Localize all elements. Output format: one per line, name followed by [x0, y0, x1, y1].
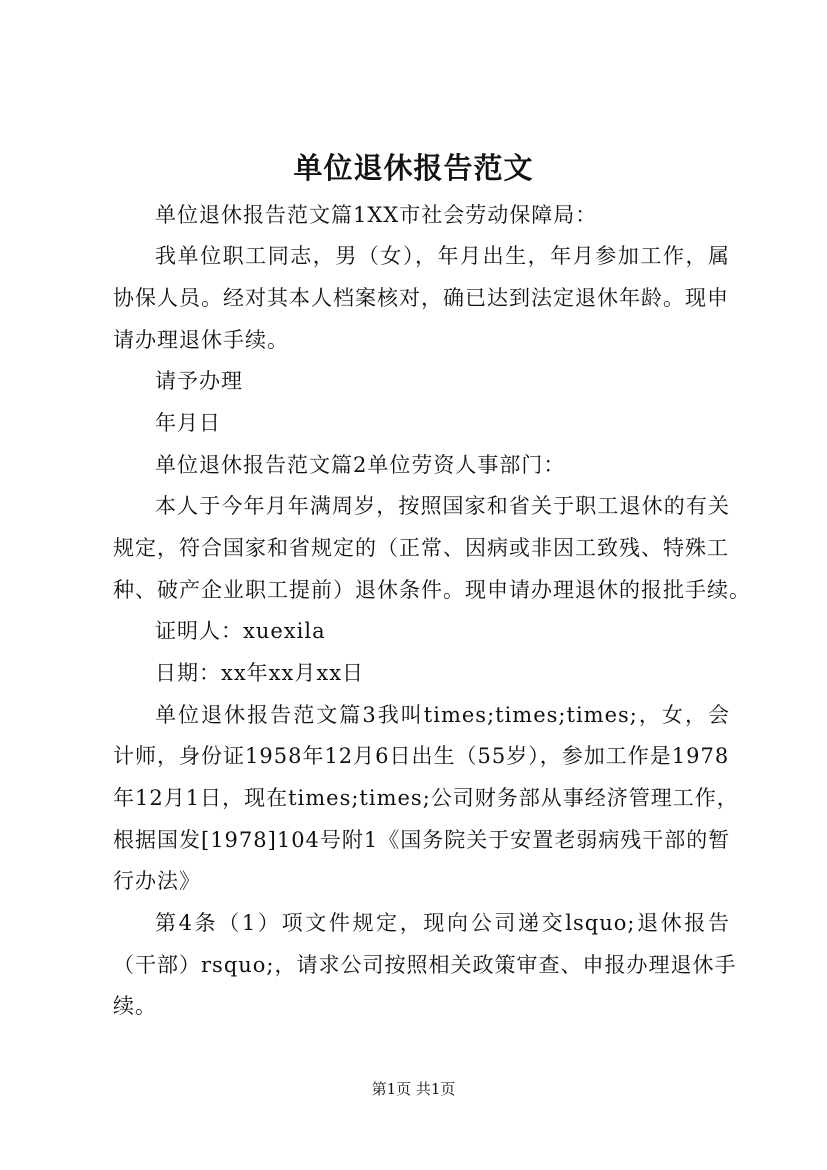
paragraph-line: 单位退休报告范文篇2单位劳资人事部门： — [155, 453, 566, 477]
paragraph-line: 日期：xx年xx月xx日 — [155, 661, 365, 685]
paragraph-line: 计师，身份证1958年12月6日出生（55岁），参加工作是1978 — [113, 744, 730, 768]
paragraph-line: 续。 — [113, 994, 157, 1018]
paragraph-line: 协保人员。经对其本人档案核对，确已达到法定退休年龄。现申 — [113, 286, 729, 310]
paragraph-line: 请办理退休手续。 — [113, 328, 289, 352]
page-number-footer: 第1页 共1页 — [371, 1080, 456, 1098]
paragraph-line: 请予办理 — [155, 369, 243, 393]
paragraph-line: 证明人：xuexila — [155, 619, 326, 643]
paragraph-line: 根据国发[1978]104号附1《国务院关于安置老弱病残干部的暂 — [113, 828, 731, 852]
paragraph-line: 我单位职工同志，男（女），年月出生，年月参加工作，属 — [155, 244, 730, 268]
paragraph-line: 本人于今年月年满周岁，按照国家和省关于职工退休的有关 — [155, 494, 730, 518]
paragraph-line: 规定，符合国家和省规定的（正常、因病或非因工致残、特殊工 — [113, 536, 729, 560]
paragraph-line: 种、破产企业职工提前）退休条件。现申请办理退休的报批手续。 — [113, 578, 751, 602]
paragraph-line: （干部）rsquo;，请求公司按照相关政策审查、申报办理退休手 — [113, 953, 737, 977]
document-title: 单位退休报告范文 — [293, 151, 534, 185]
paragraph-line: 年月日 — [155, 411, 221, 435]
paragraph-line: 单位退休报告范文篇1XX市社会劳动保障局： — [155, 203, 598, 227]
paragraph-line: 单位退休报告范文篇3我叫times;times;times;，女，会 — [155, 703, 730, 727]
paragraph-line: 年12月1日，现在times;times;公司财务部从事经济管理工作， — [113, 786, 739, 810]
paragraph-line: 行办法》 — [113, 869, 201, 893]
paragraph-line: 第4条（1）项文件规定，现向公司递交lsquo;退休报告 — [155, 911, 730, 935]
